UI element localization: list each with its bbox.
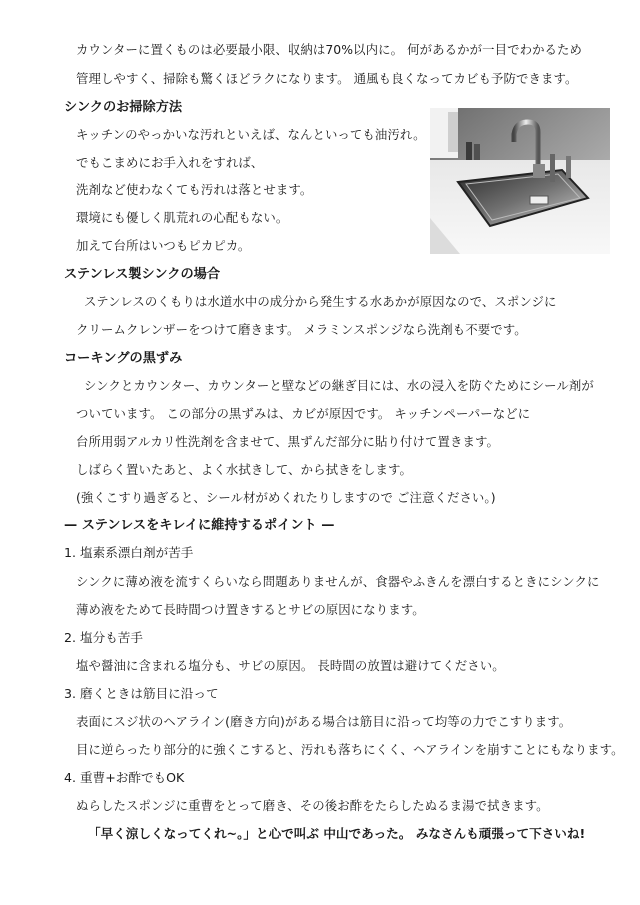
- intro-line: カウンターに置くものは必要最小限、収納は70%以内に。 何があるかが一目でわかるため: [76, 42, 583, 57]
- point-line: シンクに薄め液を流すくらいなら問題ありませんが、食器やふきんを漂白するときにシンクに: [76, 574, 600, 589]
- point-line: 表面にスジ状のヘアライン(磨き方向)がある場合は筋目に沿って均等の力でこすります。: [76, 714, 572, 729]
- stainless-sink-line: クリームクレンザーをつけて磨きます。 メラミンスポンジなら洗剤も不要です。: [76, 322, 527, 337]
- point-title: 1. 塩素系漂白剤が苦手: [64, 545, 194, 560]
- kitchen-sink-photo: [430, 108, 610, 254]
- caulking-line: しばらく置いたあと、よく水拭きして、から拭きをします。: [76, 462, 413, 477]
- section-heading-points: — ステンレスをキレイに維持するポイント —: [64, 518, 335, 533]
- point-line: 目に逆らったり部分的に強くこすると、汚れも落ちにくく、ヘアラインを崩すことにもなります。: [76, 742, 624, 757]
- section-heading-stainless-sink: ステンレス製シンクの場合: [64, 267, 221, 282]
- point-line: 塩や醤油に含まれる塩分も、サビの原因。 長時間の放置は避けてください。: [76, 658, 505, 673]
- caulking-line: 台所用弱アルカリ性洗剤を含ませて、黒ずんだ部分に貼り付けて置きます。: [76, 434, 499, 449]
- caulking-line: シンクとカウンター、カウンターと壁などの継ぎ目には、水の浸入を防ぐためにシール剤が: [84, 378, 594, 393]
- intro-line: 管理しやすく、掃除も驚くほどラクになります。 通風も良くなってカビも予防できます。: [76, 71, 578, 86]
- point-title: 4. 重曹+お酢でもOK: [64, 770, 185, 785]
- point-title: 3. 磨くときは筋目に沿って: [64, 686, 219, 701]
- sink-cleaning-line: キッチンのやっかいな汚れといえば、なんといっても油汚れ。: [76, 127, 426, 142]
- stainless-sink-line: ステンレスのくもりは水道水中の成分から発生する水あかが原因なので、スポンジに: [84, 294, 557, 309]
- sink-cleaning-line: 加えて台所はいつもピカピカ。: [76, 238, 251, 253]
- sink-cleaning-line: 洗剤など使わなくても汚れは落とせます。: [76, 182, 313, 197]
- sink-cleaning-line: 環境にも優しく肌荒れの心配もない。: [76, 210, 289, 225]
- section-heading-caulking: コーキングの黒ずみ: [64, 351, 183, 366]
- caulking-line: (強くこすり過ぎると、シール材がめくれたりしますので ご注意ください。): [76, 490, 496, 505]
- section-heading-sink-cleaning: シンクのお掃除方法: [64, 100, 183, 115]
- closing-message: 「早く涼しくなってくれ~。」と心で叫ぶ 中山であった。 みなさんも頑張って下さいね!: [88, 826, 586, 841]
- point-title: 2. 塩分も苦手: [64, 630, 143, 645]
- point-line: ぬらしたスポンジに重曹をとって磨き、その後お酢をたらしたぬるま湯で拭きます。: [76, 798, 549, 813]
- point-line: 薄め液をためて長時間つけ置きするとサビの原因になります。: [76, 602, 425, 617]
- caulking-line: ついています。 この部分の黒ずみは、カビが原因です。 キッチンペーパーなどに: [76, 406, 531, 421]
- sink-cleaning-line: でもこまめにお手入れをすれば、: [76, 155, 264, 170]
